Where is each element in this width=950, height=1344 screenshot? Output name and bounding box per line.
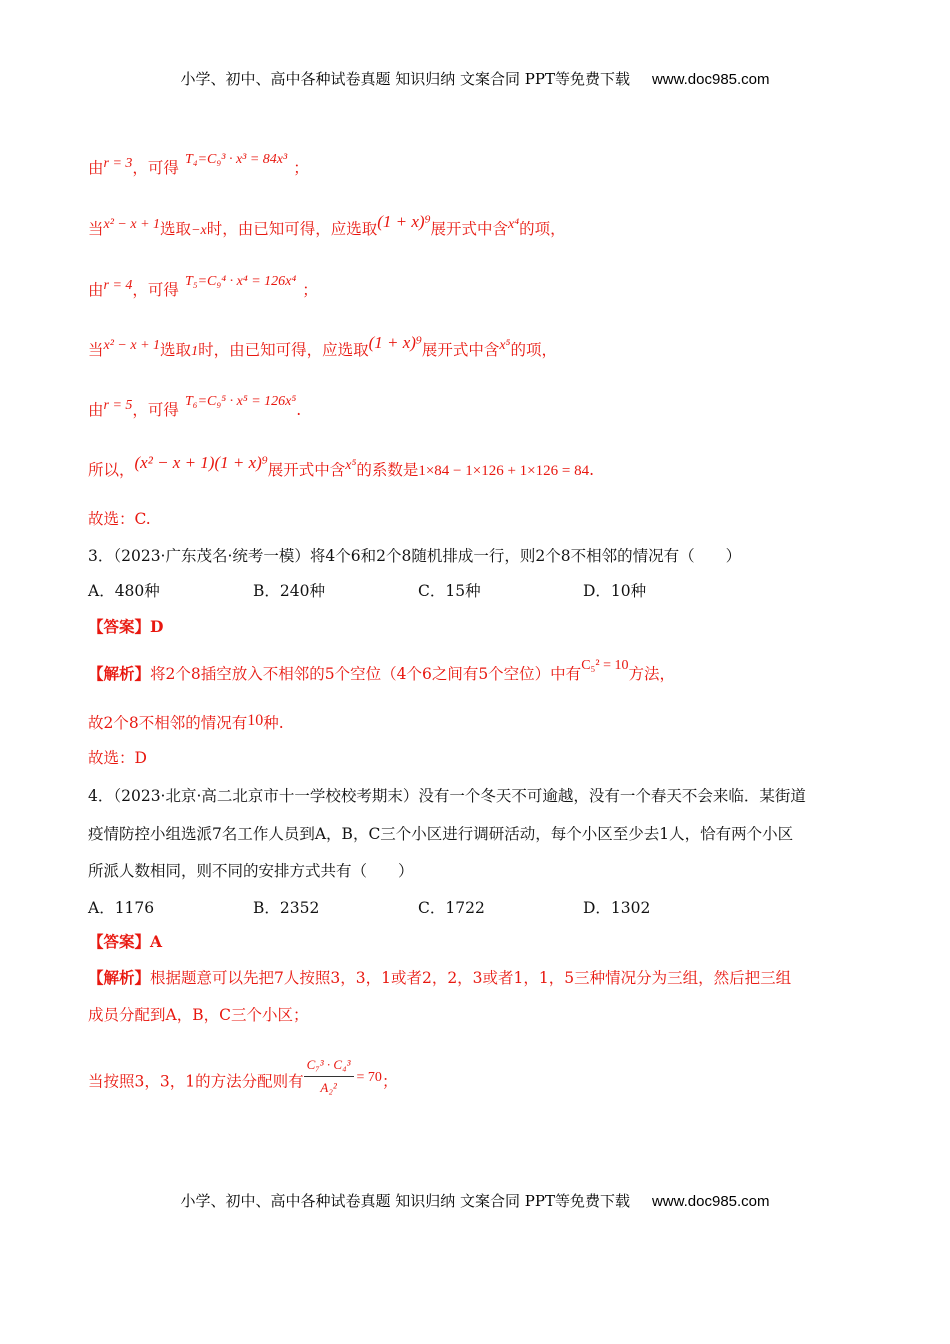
option-c: C．1722	[418, 899, 485, 917]
option-d: D．1302	[583, 899, 651, 917]
page-header	[0, 69, 950, 90]
question-4-stem: 4．（2023·北京·高二北京市十一学校校考期末）没有一个冬天不可逾越，没有一个春天不会来临．某街道	[88, 787, 806, 805]
question-3-analysis: 【解析】将2个8插空放入不相邻的5个空位（4个6之间有5个空位）中有C₅² = 10方法，	[88, 658, 676, 683]
question-3-choice: 故选：D	[88, 749, 147, 767]
header-text: 小学、初中、高中各种试卷真题 知识归纳 文案合同 PPT等免费下载	[180, 70, 630, 88]
question-4-stem: 疫情防控小组选派7名工作人员到A，B，C三个小区进行调研活动，每个小区至少去1人，恰有两个小区	[88, 825, 794, 843]
option-a: A．480种	[88, 582, 160, 600]
question-4-analysis: 【解析】根据题意可以先把7人按照3，3，1或者2，2，3或者1，1，5三种情况分为三组，然后把三组	[88, 968, 792, 987]
question-4-stem: 所派人数相同，则不同的安排方式共有（ ）	[88, 862, 414, 880]
header-url[interactable]: www.doc985.com	[651, 71, 770, 88]
solution-line: 由r = 5，可得 T₆=C₉⁵ · x⁵ = 126x⁵.	[88, 394, 302, 419]
option-a: A．1176	[88, 899, 155, 917]
option-c: C．15种	[418, 582, 481, 600]
choice-line: 故选：C.	[88, 510, 151, 528]
question-3-options	[88, 580, 748, 602]
option-b: B．2352	[253, 899, 320, 917]
fraction: $\frac{\text{C₇³ · C₄³}}{\text{A₂²}}$	[304, 1054, 354, 1099]
footer-text: 小学、初中、高中各种试卷真题 知识归纳 文案合同 PPT等免费下载	[180, 1192, 630, 1210]
page-footer	[0, 1191, 950, 1212]
question-3-stem: 3．（2023·广东茂名·统考一模）将4个6和2个8随机排成一行，则2个8不相邻的情况有（ ）	[88, 547, 742, 565]
solution-line: 当x² − x + 1选取−x时，由已知可得，应选取(1 + x)⁹展开式中含x⁴的项，	[88, 212, 566, 238]
question-4-analysis-line2: 成员分配到A，B，C三个小区；	[88, 1006, 309, 1024]
footer-url[interactable]: www.doc985.com	[651, 1193, 770, 1210]
question-4-answer: 【答案】A	[88, 932, 163, 951]
solution-line: 由r = 3，可得 T₄=C₉³ · x³ = 84x³ ；	[88, 152, 309, 177]
question-3-analysis-line2: 故2个8不相邻的情况有10种.	[88, 712, 284, 732]
solution-line: 所以，(x² − x + 1)(1 + x)⁹展开式中含x⁵的系数是1×84 − 1×126 + 1×126 = 84.	[88, 453, 595, 479]
solution-line: 由r = 4，可得 T₅=C₉⁴ · x⁴ = 126x⁴ ；	[88, 274, 318, 299]
option-d: D．10种	[583, 582, 647, 600]
question-4-analysis-line3: 当按照3，3，1的方法分配则有 $\frac{\text{C₇³ · C₄³}}{\text{A₂²}}$ = 70；	[88, 1060, 397, 1105]
option-b: B．240种	[253, 582, 325, 600]
question-3-answer: 【答案】D	[88, 617, 164, 636]
question-4-options	[88, 897, 748, 919]
solution-line: 当x² − x + 1选取1时，由已知可得，应选取(1 + x)⁹展开式中含x⁵的项，	[88, 333, 557, 359]
